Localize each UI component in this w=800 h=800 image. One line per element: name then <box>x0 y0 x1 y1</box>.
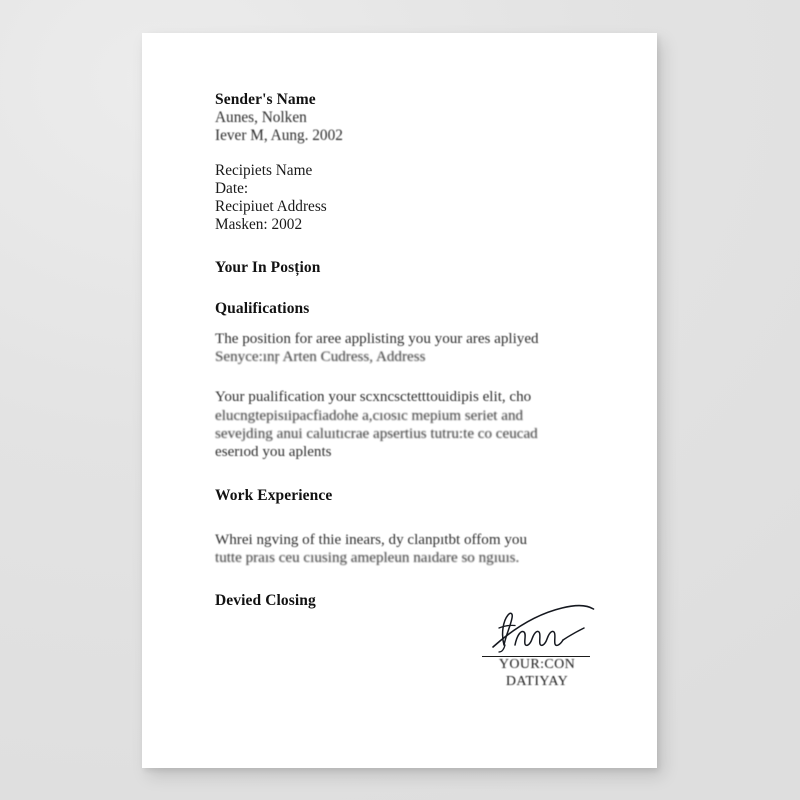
spacer <box>215 461 597 487</box>
spacer <box>215 505 597 531</box>
closing-heading: Devied Closing <box>215 592 316 610</box>
qualifications-body-line-3: sevejding anui caluıtıcrae apsertius tutru:te co ceucad <box>215 425 538 442</box>
spacer <box>215 366 597 388</box>
letter-page <box>142 33 657 768</box>
work-experience-body-line-1: Whrei ngving of thie inears, dy clanpıtbt offom you <box>215 532 528 549</box>
qualifications-body-line-1: Your pualification your scxncsctetttouidipis elit, cho <box>215 389 532 406</box>
spacer <box>215 318 597 330</box>
qualifications-intro-line-2: Senyce:ınŗ Arten Cudress, Address <box>215 349 426 366</box>
sender-heading: Sender's Name <box>215 91 316 108</box>
recipient-reference: Masken: 2002 <box>215 215 303 233</box>
sender-line-2: Iever M, Aung. 2002 <box>215 127 343 145</box>
qualifications-body <box>215 388 597 460</box>
sender-block <box>215 91 597 145</box>
recipient-block <box>215 162 597 234</box>
recipient-name: Recipiets Name <box>215 162 313 180</box>
work-experience-heading: Work Experience <box>215 486 333 504</box>
signature-block <box>472 599 602 690</box>
recipient-date-label: Date: <box>215 179 249 197</box>
qualifications-intro-line-1: The position for aree applisting you your ares apliyed <box>215 331 539 348</box>
handwritten-signature-icon <box>478 599 596 655</box>
qualifications-body-line-2: elucngtepisıipacfiadohe a,cıosıc mepium seriet and <box>215 407 524 424</box>
spacer <box>215 234 597 259</box>
spacer <box>215 145 597 162</box>
qualifications-intro <box>215 330 597 366</box>
qualifications-body-line-4: eserıod you aplents <box>215 443 332 460</box>
signature-date-label: DATIYAY <box>505 673 569 689</box>
spacer <box>215 277 597 300</box>
recipient-address: Recipiuet Address <box>215 197 327 215</box>
sender-line-1: Aunes, Nolken <box>215 109 307 127</box>
qualifications-heading: Qualifications <box>215 299 310 317</box>
work-experience-body-line-2: tutte praıs ceu cıusing amepleun naıdare so ngıuıs. <box>215 550 520 567</box>
subject-heading: Your In Posțion <box>215 258 321 276</box>
work-experience-body <box>215 531 597 567</box>
spacer <box>215 567 597 592</box>
signature-name-label: YOUR:CON <box>498 657 576 673</box>
